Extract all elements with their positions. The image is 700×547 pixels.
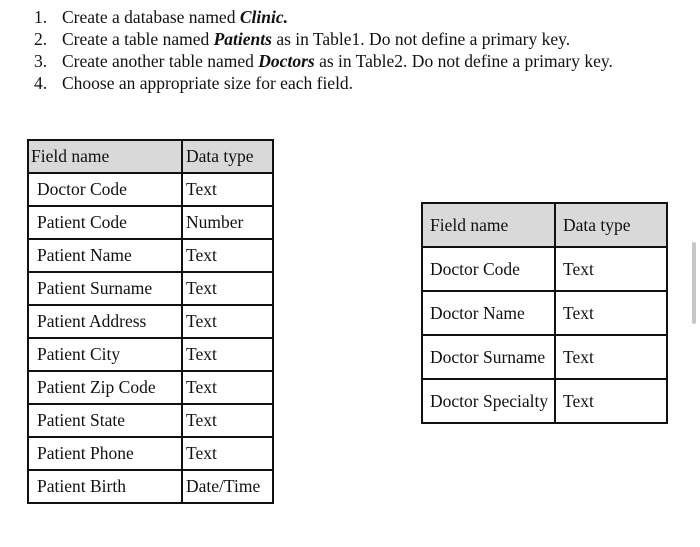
vertical-scrollbar[interactable]: [692, 242, 696, 324]
field-name-cell: Patient Code: [28, 206, 182, 239]
data-type-cell: Text: [182, 173, 273, 206]
field-name-cell: Doctor Code: [422, 247, 555, 291]
item-emphasis: Doctors: [258, 51, 315, 71]
header-data-type: Data type: [182, 140, 273, 173]
instruction-item: [34, 72, 613, 94]
table-row: [28, 239, 273, 272]
instruction-list: [34, 6, 613, 94]
header-field-name: Field name: [28, 140, 182, 173]
item-emphasis: Patients: [213, 29, 272, 49]
table-row: [28, 404, 273, 437]
data-type-cell: Text: [182, 338, 273, 371]
item-text: Create another table named: [62, 51, 259, 71]
table-header-row: [422, 203, 667, 247]
field-name-cell: Patient Phone: [28, 437, 182, 470]
field-name-cell: Doctor Specialty: [422, 379, 555, 423]
item-emphasis: Clinic.: [239, 7, 288, 27]
table-row: [28, 206, 273, 239]
header-field-name: Field name: [422, 203, 555, 247]
data-type-cell: Text: [555, 291, 667, 335]
field-name-cell: Patient Name: [28, 239, 182, 272]
data-type-cell: Number: [182, 206, 273, 239]
item-text-end: as in Table1. Do not define a primary key.: [271, 29, 571, 49]
data-type-cell: Text: [182, 272, 273, 305]
field-name-cell: Patient Zip Code: [28, 371, 182, 404]
item-text-end: as in Table2. Do not define a primary key.: [314, 51, 613, 71]
instruction-item: [34, 28, 613, 50]
item-text: Choose an appropriate size for each field.: [62, 73, 354, 93]
field-name-cell: Patient Birth: [28, 470, 182, 503]
item-number: 1.: [34, 7, 48, 27]
data-type-cell: Text: [555, 247, 667, 291]
table-row: [28, 272, 273, 305]
item-text: Create a table named: [62, 29, 214, 49]
field-name-cell: Doctor Code: [28, 173, 182, 206]
table-row: [422, 335, 667, 379]
table-row: [28, 470, 273, 503]
data-type-cell: Text: [555, 335, 667, 379]
data-type-cell: Text: [182, 305, 273, 338]
item-text: Create a database named: [62, 7, 240, 27]
data-type-cell: Text: [182, 437, 273, 470]
data-type-cell: Date/Time: [182, 470, 273, 503]
field-name-cell: Patient Address: [28, 305, 182, 338]
table-row: [28, 437, 273, 470]
patients-table: [27, 139, 274, 504]
header-data-type: Data type: [555, 203, 667, 247]
item-number: 2.: [34, 29, 48, 49]
table-row: [422, 379, 667, 423]
data-type-cell: Text: [182, 371, 273, 404]
data-type-cell: Text: [182, 239, 273, 272]
field-name-cell: Patient City: [28, 338, 182, 371]
table-row: [28, 338, 273, 371]
instruction-item: [34, 50, 613, 72]
field-name-cell: Patient State: [28, 404, 182, 437]
table-header-row: [28, 140, 273, 173]
table-row: [28, 173, 273, 206]
item-number: 4.: [34, 73, 48, 93]
table-row: [28, 305, 273, 338]
field-name-cell: Doctor Name: [422, 291, 555, 335]
field-name-cell: Doctor Surname: [422, 335, 555, 379]
item-number: 3.: [34, 51, 48, 71]
table-row: [422, 291, 667, 335]
instruction-item: [34, 6, 613, 28]
field-name-cell: Patient Surname: [28, 272, 182, 305]
table-row: [422, 247, 667, 291]
data-type-cell: Text: [555, 379, 667, 423]
data-type-cell: Text: [182, 404, 273, 437]
table-row: [28, 371, 273, 404]
doctors-table: [421, 202, 668, 424]
